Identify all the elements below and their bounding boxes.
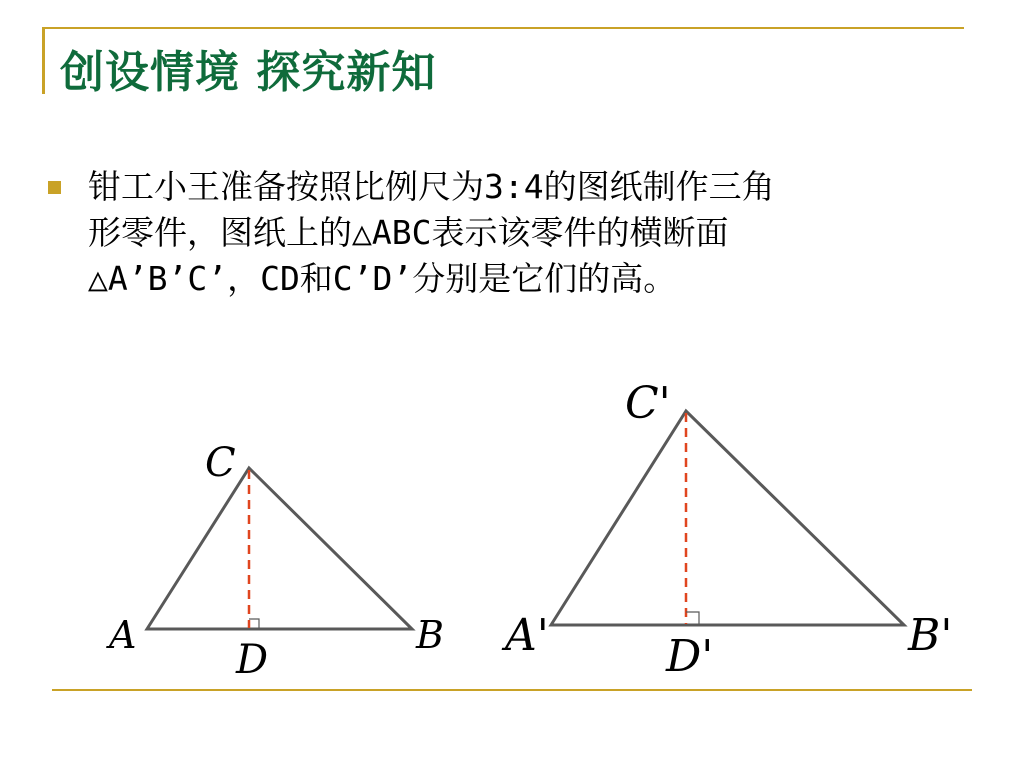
- label-c: C: [205, 440, 236, 486]
- label-a-prime: A': [505, 610, 549, 661]
- slide-title: 创设情境 探究新知: [60, 47, 437, 98]
- label-b-prime: B': [908, 610, 953, 661]
- label-d-prime: D': [666, 631, 714, 682]
- label-b: B: [416, 613, 444, 657]
- label-d: D: [236, 637, 269, 683]
- label-a: A: [109, 613, 137, 657]
- right-angle-mark-d-prime: [686, 612, 699, 625]
- triangle-a-prime-b-prime-c-prime: [551, 411, 904, 625]
- bullet-line: 形零件，图纸上的△ABC表示该零件的横断面: [88, 213, 729, 252]
- bullet-line: △A’B’C’，CD和C’D’分别是它们的高。: [88, 259, 677, 298]
- footer-rule: [52, 689, 972, 691]
- label-c-prime: C': [625, 378, 671, 429]
- bullet-line: 钳工小王准备按照比例尺为3:4的图纸制作三角: [88, 167, 775, 206]
- triangle-abc: [147, 468, 412, 629]
